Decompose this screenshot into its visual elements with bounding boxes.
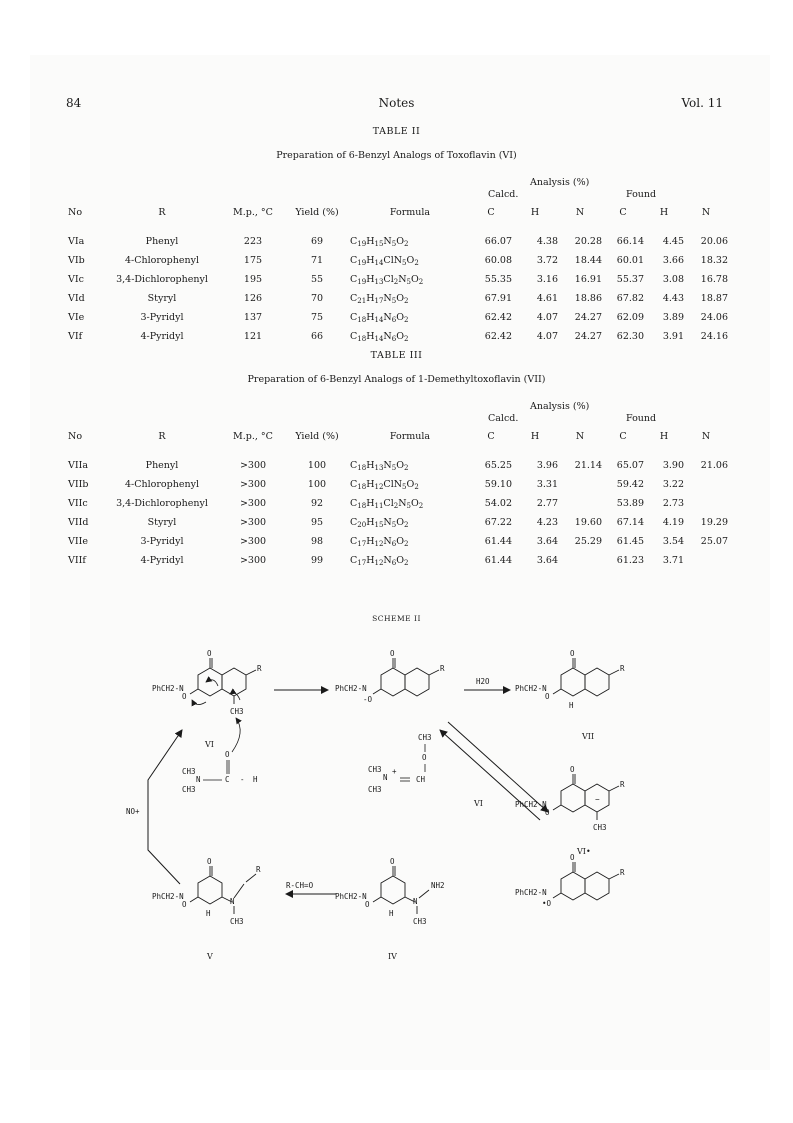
table-row bbox=[68, 327, 728, 346]
table-cell: 65.25 bbox=[484, 460, 512, 471]
table-cell: 69 bbox=[310, 236, 324, 247]
svg-text:•O: •O bbox=[542, 899, 552, 908]
compound-v-label: V bbox=[207, 952, 213, 961]
table-cell: 62.42 bbox=[484, 312, 512, 323]
table-cell: 75 bbox=[310, 312, 324, 323]
table-cell: Styryl bbox=[147, 293, 177, 304]
svg-text:H: H bbox=[206, 909, 211, 918]
svg-text:-: - bbox=[240, 775, 245, 784]
vi-r-label: R bbox=[257, 664, 262, 673]
table-cell: Styryl bbox=[147, 517, 177, 528]
vi-phch2n-label: PhCH2-N bbox=[152, 684, 184, 693]
table-cell: 18.87 bbox=[700, 293, 728, 304]
svg-text:O: O bbox=[207, 857, 212, 866]
table-cell: 70 bbox=[310, 293, 324, 304]
water-reagent: H2O bbox=[476, 677, 490, 686]
table-cell: 19.29 bbox=[700, 517, 728, 528]
table-cell: 62.42 bbox=[484, 331, 512, 342]
column-header: M.p., °C bbox=[233, 206, 273, 218]
svg-text:R: R bbox=[440, 664, 445, 673]
table-cell: VId bbox=[68, 293, 85, 304]
column-header: C bbox=[487, 430, 495, 442]
iminium-fragment bbox=[368, 733, 432, 794]
table-cell: >300 bbox=[239, 479, 267, 490]
table2-title: TABLE II bbox=[372, 126, 421, 137]
table2-calcd-label: Calcd. bbox=[488, 189, 519, 200]
table-cell: Phenyl bbox=[145, 236, 179, 247]
table-cell: >300 bbox=[239, 536, 267, 547]
svg-text:O: O bbox=[570, 853, 575, 862]
table-cell: 121 bbox=[243, 331, 263, 342]
svg-text:H: H bbox=[569, 701, 574, 710]
column-header: N bbox=[575, 206, 585, 218]
table-cell: 100 bbox=[307, 460, 327, 471]
table-cell: 66.07 bbox=[484, 236, 512, 247]
table-cell: 3.66 bbox=[662, 255, 684, 266]
svg-text:CH3: CH3 bbox=[368, 785, 382, 794]
svg-text:R: R bbox=[620, 780, 625, 789]
svg-text:R: R bbox=[620, 868, 625, 877]
column-header: No bbox=[68, 430, 83, 442]
table-cell: 61.44 bbox=[484, 555, 512, 566]
table-cell: 3.90 bbox=[662, 460, 684, 471]
table-cell: 66 bbox=[310, 331, 324, 342]
table-cell: 18.32 bbox=[700, 255, 728, 266]
column-header: N bbox=[701, 206, 711, 218]
table-cell: 3.91 bbox=[662, 331, 684, 342]
table-cell: 60.08 bbox=[484, 255, 512, 266]
table-cell: 61.23 bbox=[616, 555, 644, 566]
table-cell: Phenyl bbox=[145, 460, 179, 471]
table-cell: 4.23 bbox=[536, 517, 558, 528]
table-cell: 67.14 bbox=[616, 517, 644, 528]
table-cell: 16.91 bbox=[574, 274, 602, 285]
table2 bbox=[68, 200, 728, 346]
vi-oxo-label: O bbox=[207, 649, 212, 658]
table-cell: >300 bbox=[239, 498, 267, 509]
svg-text:CH3: CH3 bbox=[182, 785, 196, 794]
table-cell: 2.73 bbox=[662, 498, 684, 509]
column-header: N bbox=[701, 430, 711, 442]
table-cell: 67.22 bbox=[484, 517, 512, 528]
table-cell: 59.10 bbox=[484, 479, 512, 490]
table3-found-label: Found bbox=[626, 413, 657, 424]
table-cell: 24.06 bbox=[700, 312, 728, 323]
table-row bbox=[68, 289, 728, 308]
table-cell: $C_{18}H_{13}N_5O_2$ bbox=[350, 459, 409, 472]
table-cell: 61.44 bbox=[484, 536, 512, 547]
table2-found-label: Found bbox=[626, 189, 657, 200]
table-cell: 62.09 bbox=[616, 312, 644, 323]
table-cell: 4.07 bbox=[536, 312, 558, 323]
table-cell: 3.96 bbox=[536, 460, 558, 471]
table-cell: 18.44 bbox=[574, 255, 602, 266]
table-cell: VIIf bbox=[68, 555, 86, 566]
compound-vi-structure bbox=[152, 649, 262, 716]
table-row bbox=[68, 251, 728, 270]
svg-text:O: O bbox=[422, 753, 427, 762]
column-header: C bbox=[619, 206, 627, 218]
compound-vi-radical-anion-structure bbox=[515, 765, 625, 832]
table-cell: >300 bbox=[239, 460, 267, 471]
table-cell: 99 bbox=[310, 555, 324, 566]
svg-text:N: N bbox=[196, 775, 201, 784]
table-cell: VIId bbox=[68, 517, 89, 528]
column-header: H bbox=[659, 206, 669, 218]
compound-iv-label: IV bbox=[388, 952, 397, 961]
table-cell: 3.16 bbox=[536, 274, 558, 285]
table-cell: 2.77 bbox=[536, 498, 558, 509]
table-cell: 62.30 bbox=[616, 331, 644, 342]
table3-caption: Preparation of 6-Benzyl Analogs of 1-Demethyltoxoflavin (VII) bbox=[247, 374, 546, 385]
svg-text:NH2: NH2 bbox=[431, 881, 445, 890]
svg-text:R: R bbox=[256, 865, 261, 874]
table-cell: 3.54 bbox=[662, 536, 684, 547]
svg-text:PhCH2-N: PhCH2-N bbox=[335, 684, 367, 693]
table-cell: 67.91 bbox=[484, 293, 512, 304]
column-header: C bbox=[619, 430, 627, 442]
table-cell: 25.29 bbox=[574, 536, 602, 547]
svg-text:CH3: CH3 bbox=[230, 917, 244, 926]
svg-text:H: H bbox=[253, 775, 258, 784]
table-cell: 55.37 bbox=[616, 274, 644, 285]
table-row bbox=[68, 270, 728, 289]
svg-text:O: O bbox=[390, 857, 395, 866]
svg-text:CH3: CH3 bbox=[368, 765, 382, 774]
table-cell: 3-Pyridyl bbox=[140, 536, 184, 547]
table-cell: $C_{19}H_{13}Cl_2N_5O_2$ bbox=[350, 273, 424, 286]
table-row bbox=[68, 475, 728, 494]
table-row bbox=[68, 308, 728, 327]
svg-text:−: − bbox=[595, 795, 600, 804]
vi-oxo2-label: O bbox=[182, 692, 187, 701]
table-cell: 95 bbox=[310, 517, 324, 528]
column-header: Yield (%) bbox=[295, 430, 339, 442]
table3 bbox=[68, 424, 728, 570]
table-cell: VIf bbox=[68, 331, 83, 342]
table-cell: 3.89 bbox=[662, 312, 684, 323]
vi-reagent-label: VI bbox=[474, 799, 483, 808]
table3-analysis-label: Analysis (%) bbox=[530, 401, 590, 412]
svg-text:CH3: CH3 bbox=[593, 823, 607, 832]
svg-text:N: N bbox=[383, 773, 388, 782]
table-row bbox=[68, 532, 728, 551]
svg-text:C: C bbox=[225, 775, 230, 784]
table-cell: VIIe bbox=[68, 536, 88, 547]
svg-text:O: O bbox=[570, 649, 575, 658]
table-cell: 195 bbox=[243, 274, 263, 285]
table-row bbox=[68, 456, 728, 475]
svg-text:O: O bbox=[225, 750, 230, 759]
compound-v-structure bbox=[152, 857, 261, 926]
table-cell: 126 bbox=[243, 293, 263, 304]
table-cell: 66.14 bbox=[616, 236, 644, 247]
compound-iv-structure bbox=[335, 857, 445, 926]
table-cell: 4.61 bbox=[536, 293, 558, 304]
svg-text:O: O bbox=[545, 692, 550, 701]
table-cell: 65.07 bbox=[616, 460, 644, 471]
table-cell bbox=[558, 551, 602, 570]
table-cell: 54.02 bbox=[484, 498, 512, 509]
table-cell: VIa bbox=[68, 236, 85, 247]
table-cell: 4-Pyridyl bbox=[140, 555, 184, 566]
compound-vii-label: VII bbox=[582, 732, 595, 741]
table-cell: VIe bbox=[68, 312, 85, 323]
table-header-row bbox=[68, 200, 728, 224]
table-cell: $C_{20}H_{15}N_5O_2$ bbox=[350, 516, 409, 529]
table-cell bbox=[684, 475, 728, 494]
table-cell: 175 bbox=[243, 255, 263, 266]
oxy-radical-structure bbox=[515, 853, 625, 908]
table-cell: 18.86 bbox=[574, 293, 602, 304]
vi-ch3-label: CH3 bbox=[230, 707, 244, 716]
table-cell: 3-Pyridyl bbox=[140, 312, 184, 323]
table-cell: 3.64 bbox=[536, 536, 558, 547]
table-cell: 60.01 bbox=[616, 255, 644, 266]
svg-text:CH3: CH3 bbox=[182, 767, 196, 776]
table-cell: 223 bbox=[243, 236, 263, 247]
anion-intermediate-structure bbox=[335, 649, 445, 704]
table-header-row bbox=[68, 424, 728, 448]
table2-analysis-label: Analysis (%) bbox=[530, 177, 590, 188]
table-cell: 24.27 bbox=[574, 331, 602, 342]
svg-text:CH3: CH3 bbox=[418, 733, 432, 742]
svg-text:PhCH2-N: PhCH2-N bbox=[335, 892, 367, 901]
column-header: R bbox=[158, 430, 166, 442]
svg-text:H: H bbox=[389, 909, 394, 918]
table-cell: 53.89 bbox=[616, 498, 644, 509]
compound-vii-structure bbox=[515, 649, 625, 710]
table-cell: $C_{17}H_{12}N_6O_2$ bbox=[350, 554, 409, 567]
table-cell: 4.07 bbox=[536, 331, 558, 342]
table-cell: VIb bbox=[68, 255, 85, 266]
table-cell: 98 bbox=[310, 536, 324, 547]
svg-text:O: O bbox=[365, 900, 370, 909]
table-cell: 3.72 bbox=[536, 255, 558, 266]
table-cell: 4.19 bbox=[662, 517, 684, 528]
column-header: N bbox=[575, 430, 585, 442]
table2-caption: Preparation of 6-Benzyl Analogs of Toxoflavin (VI) bbox=[276, 150, 517, 161]
column-header: R bbox=[158, 206, 166, 218]
svg-text:O: O bbox=[390, 649, 395, 658]
table-cell: 59.42 bbox=[616, 479, 644, 490]
svg-text:PhCH2-N: PhCH2-N bbox=[515, 800, 547, 809]
column-header: C bbox=[487, 206, 495, 218]
table-cell bbox=[684, 551, 728, 570]
table-cell: $C_{18}H_{14}N_6O_2$ bbox=[350, 330, 409, 343]
table-cell: 3.64 bbox=[536, 555, 558, 566]
table-cell: 55.35 bbox=[484, 274, 512, 285]
column-header: Yield (%) bbox=[295, 206, 339, 218]
compound-vi-radical-label: VI• bbox=[577, 847, 591, 856]
table-cell: 100 bbox=[307, 479, 327, 490]
scheme-title: SCHEME II bbox=[372, 614, 421, 623]
table-row bbox=[68, 494, 728, 513]
table-cell: 16.78 bbox=[700, 274, 728, 285]
table-cell: 4.45 bbox=[662, 236, 684, 247]
svg-text:N: N bbox=[230, 897, 235, 906]
svg-text:-O: -O bbox=[363, 695, 373, 704]
table-cell: 137 bbox=[243, 312, 263, 323]
table-cell bbox=[558, 475, 602, 494]
table-cell: 3.31 bbox=[536, 479, 558, 490]
svg-text:CH3: CH3 bbox=[413, 917, 427, 926]
column-header: No bbox=[68, 206, 83, 218]
compound-vi-label: VI bbox=[205, 740, 214, 749]
svg-text:N: N bbox=[413, 897, 418, 906]
table-cell: 4.43 bbox=[662, 293, 684, 304]
table-cell: VIIc bbox=[68, 498, 88, 509]
table-cell: VIc bbox=[68, 274, 84, 285]
volume-label: Vol. 11 bbox=[681, 96, 723, 110]
table-cell: $C_{21}H_{17}N_5O_2$ bbox=[350, 292, 409, 305]
svg-text:CH: CH bbox=[416, 775, 426, 784]
table-cell: 71 bbox=[310, 255, 324, 266]
table-cell: 25.07 bbox=[700, 536, 728, 547]
table-cell: 3.22 bbox=[662, 479, 684, 490]
table-cell: VIIb bbox=[68, 479, 89, 490]
svg-text:O: O bbox=[545, 808, 550, 817]
svg-text:O: O bbox=[182, 900, 187, 909]
table-cell: VIIa bbox=[68, 460, 89, 471]
running-title: Notes bbox=[378, 96, 415, 110]
scheme-diagram bbox=[0, 640, 793, 980]
page-number: 84 bbox=[66, 96, 82, 110]
table-cell: 4-Chlorophenyl bbox=[124, 479, 199, 490]
table-cell: 92 bbox=[310, 498, 324, 509]
svg-text:O: O bbox=[570, 765, 575, 774]
svg-text:PhCH2-N: PhCH2-N bbox=[515, 888, 547, 897]
column-header: Formula bbox=[389, 206, 431, 218]
nitrosonium-reagent: NO+ bbox=[126, 807, 140, 816]
table-cell: 61.45 bbox=[616, 536, 644, 547]
column-header: H bbox=[530, 206, 540, 218]
dimethylformamide-fragment bbox=[182, 718, 258, 794]
table-cell: 24.27 bbox=[574, 312, 602, 323]
table-row bbox=[68, 551, 728, 570]
table-cell: 20.06 bbox=[700, 236, 728, 247]
table-cell: 4-Chlorophenyl bbox=[124, 255, 199, 266]
table-cell: 67.82 bbox=[616, 293, 644, 304]
table-cell: 55 bbox=[310, 274, 324, 285]
column-header: H bbox=[530, 430, 540, 442]
table-cell: >300 bbox=[239, 517, 267, 528]
table-cell: $C_{18}H_{12}ClN_5O_2$ bbox=[350, 478, 419, 491]
svg-text:R: R bbox=[620, 664, 625, 673]
table3-calcd-label: Calcd. bbox=[488, 413, 519, 424]
svg-text:+: + bbox=[392, 767, 397, 776]
table-cell: 4.38 bbox=[536, 236, 558, 247]
column-header: Formula bbox=[389, 430, 431, 442]
table-cell: 3,4-Dichlorophenyl bbox=[116, 274, 208, 285]
column-header: M.p., °C bbox=[233, 430, 273, 442]
svg-text:PhCH2-N: PhCH2-N bbox=[152, 892, 184, 901]
table-cell: 3.08 bbox=[662, 274, 684, 285]
table-cell: $C_{17}H_{12}N_6O_2$ bbox=[350, 535, 409, 548]
svg-text:PhCH2-N: PhCH2-N bbox=[515, 684, 547, 693]
table-cell: 24.16 bbox=[700, 331, 728, 342]
table-cell bbox=[684, 494, 728, 513]
column-header: H bbox=[659, 430, 669, 442]
table-cell: 3,4-Dichlorophenyl bbox=[116, 498, 208, 509]
table-cell: 19.60 bbox=[574, 517, 602, 528]
aldehyde-reagent: R-CH=O bbox=[286, 881, 314, 890]
table-cell: $C_{19}H_{14}ClN_5O_2$ bbox=[350, 254, 419, 267]
table-cell: $C_{18}H_{14}N_6O_2$ bbox=[350, 311, 409, 324]
table-cell: >300 bbox=[239, 555, 267, 566]
table-cell bbox=[558, 494, 602, 513]
table-row bbox=[68, 232, 728, 251]
table-cell: $C_{18}H_{11}Cl_2N_5O_2$ bbox=[350, 497, 424, 510]
table-cell: 3.71 bbox=[662, 555, 684, 566]
table3-title: TABLE III bbox=[370, 350, 423, 361]
table-cell: $C_{19}H_{15}N_5O_2$ bbox=[350, 235, 409, 248]
table-cell: 20.28 bbox=[574, 236, 602, 247]
table-cell: 21.14 bbox=[574, 460, 602, 471]
table-cell: 21.06 bbox=[700, 460, 728, 471]
table-row bbox=[68, 513, 728, 532]
table-cell: 4-Pyridyl bbox=[140, 331, 184, 342]
